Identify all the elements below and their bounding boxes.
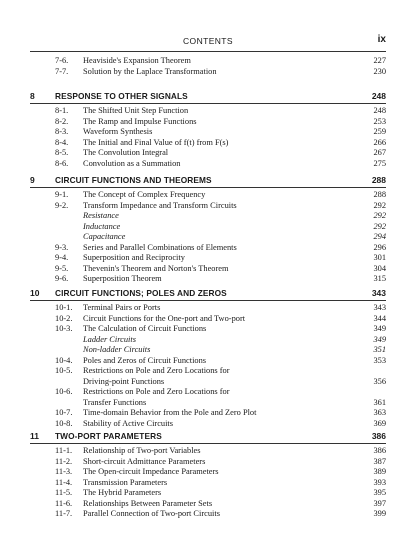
toc-entry — [30, 303, 386, 314]
chapter-11 — [30, 431, 386, 520]
section-number: 8-2. — [55, 116, 69, 126]
continued-entries — [30, 56, 386, 77]
toc-entry — [30, 478, 386, 489]
section-number: 11-7. — [55, 509, 73, 518]
section-number: 9-2. — [55, 200, 69, 210]
section-title: Transfer Functions — [83, 397, 147, 407]
section-page: 389 — [373, 467, 386, 476]
section-number: 10-6. — [55, 387, 73, 396]
chapter-heading — [30, 91, 386, 105]
section-number: 10-3. — [55, 324, 73, 333]
section-number: 10-8. — [55, 418, 73, 428]
section-page: 395 — [373, 488, 386, 497]
section-page: 397 — [373, 498, 386, 508]
section-page: 301 — [373, 253, 386, 262]
toc-entry — [30, 117, 386, 128]
section-title: Poles and Zeros of Circuit Functions — [83, 355, 207, 365]
toc-entry — [30, 499, 386, 510]
section-page: 292 — [373, 221, 386, 231]
chapter-page: 386 — [371, 431, 386, 441]
toc-entry — [30, 264, 386, 275]
chapter-9 — [30, 175, 386, 285]
chapter-number: 11 — [30, 431, 39, 441]
section-number: 8-1. — [55, 106, 69, 115]
section-page: 386 — [373, 446, 386, 455]
toc-entry — [30, 467, 386, 478]
chapter-title: CIRCUIT FUNCTIONS AND THEOREMS — [55, 175, 212, 185]
toc-entry — [30, 446, 386, 457]
toc-entry — [30, 253, 386, 264]
section-page: 259 — [373, 127, 386, 136]
section-title: Waveform Synthesis — [83, 127, 153, 136]
toc-entry — [30, 398, 386, 409]
section-number: 9-6. — [55, 274, 69, 283]
section-title: Parallel Connection of Two-port Circuits — [83, 509, 220, 518]
section-page: 248 — [373, 106, 386, 115]
toc-entry — [30, 356, 386, 367]
chapter-heading — [30, 288, 386, 302]
chapter-rule — [30, 103, 386, 104]
running-header — [30, 34, 386, 50]
section-page: 361 — [373, 397, 386, 407]
section-title: The Hybrid Parameters — [83, 488, 162, 497]
section-title: Short-circuit Admittance Parameters — [83, 456, 206, 466]
chapter-heading — [30, 175, 386, 189]
section-title: Inductance — [83, 221, 121, 231]
section-number: 7-6. — [55, 56, 69, 65]
section-page: 267 — [373, 148, 386, 157]
section-page: 344 — [373, 313, 386, 323]
section-title: Terminal Pairs or Ports — [83, 303, 161, 312]
section-title: Thevenin's Theorem and Norton's Theorem — [83, 263, 229, 273]
section-page: 351 — [373, 345, 386, 354]
section-number: 11-1. — [55, 446, 73, 455]
chapter-heading — [30, 431, 386, 445]
section-title: The Initial and Final Value of f(t) from F(s) — [83, 137, 229, 147]
chapter-rule — [30, 300, 386, 301]
section-number: 8-3. — [55, 127, 69, 136]
section-page: 253 — [373, 116, 386, 126]
running-header-title: CONTENTS — [183, 36, 233, 46]
toc-entry — [30, 159, 386, 170]
chapter-10 — [30, 288, 386, 429]
toc-entry — [30, 509, 386, 520]
section-title: Driving-point Functions — [83, 376, 165, 386]
section-page: 296 — [373, 242, 386, 252]
section-title: Superposition Theorem — [83, 274, 162, 283]
section-page: 292 — [373, 211, 386, 220]
section-title: Resistance — [83, 211, 119, 220]
section-title: Non-ladder Circuits — [83, 345, 151, 354]
section-number: 11-5. — [55, 488, 73, 497]
section-number: 9-4. — [55, 253, 69, 262]
section-number: 9-3. — [55, 242, 69, 252]
section-title: Solution by the Laplace Transformation — [83, 66, 217, 76]
section-number: 10-2. — [55, 313, 73, 323]
section-title: The Shifted Unit Step Function — [83, 106, 189, 115]
section-number: 8-6. — [55, 158, 69, 168]
toc-entry — [30, 67, 386, 78]
section-title: Restrictions on Pole and Zero Locations for — [83, 366, 230, 375]
header-rule — [30, 51, 386, 52]
section-page: 266 — [373, 137, 386, 147]
section-number: 11-6. — [55, 498, 73, 508]
chapter-title: RESPONSE TO OTHER SIGNALS — [55, 91, 188, 101]
section-page: 288 — [373, 190, 386, 199]
section-title: Capacitance — [83, 232, 126, 241]
section-title: Series and Parallel Combinations of Elements — [83, 242, 237, 252]
toc-entry — [30, 56, 386, 67]
section-title: Transmission Parameters — [83, 477, 168, 487]
section-number: 8-5. — [55, 148, 69, 157]
section-title: The Ramp and Impulse Functions — [83, 116, 197, 126]
section-title: The Calculation of Circuit Functions — [83, 324, 207, 333]
section-page: 304 — [373, 263, 386, 273]
section-page: 399 — [373, 509, 386, 518]
chapter-title: CIRCUIT FUNCTIONS; POLES AND ZEROS — [55, 288, 227, 298]
section-page: 369 — [373, 418, 386, 428]
section-title: Heaviside's Expansion Theorem — [83, 56, 191, 65]
toc-entry — [30, 488, 386, 499]
section-title: Time-domain Behavior from the Pole and Zero Plot — [83, 408, 257, 417]
toc-entry — [30, 106, 386, 117]
toc-entry — [30, 148, 386, 159]
section-page: 227 — [373, 56, 386, 65]
section-page: 356 — [373, 376, 386, 386]
chapter-title: TWO-PORT PARAMETERS — [55, 431, 162, 441]
section-page: 294 — [373, 232, 386, 241]
chapter-rule — [30, 443, 386, 444]
section-page: 343 — [373, 303, 386, 312]
section-page: 387 — [373, 456, 386, 466]
toc-subentry — [30, 345, 386, 356]
toc-entry — [30, 366, 386, 377]
toc-entry — [30, 274, 386, 285]
chapter-number: 8 — [30, 91, 35, 101]
section-page: 393 — [373, 477, 386, 487]
section-page: 353 — [373, 355, 386, 365]
section-number: 8-4. — [55, 137, 69, 147]
section-title: The Concept of Complex Frequency — [83, 190, 206, 199]
toc-entry — [30, 324, 386, 335]
toc-subentry — [30, 335, 386, 346]
toc-entry — [30, 314, 386, 325]
section-title: Stability of Active Circuits — [83, 418, 174, 428]
chapter-page: 288 — [371, 175, 386, 185]
section-page: 292 — [373, 200, 386, 210]
toc-subentry — [30, 222, 386, 233]
chapter-rule — [30, 187, 386, 188]
section-page: 230 — [373, 66, 386, 76]
toc-entry — [30, 408, 386, 419]
toc-subentry — [30, 232, 386, 243]
chapter-page: 343 — [371, 288, 386, 298]
toc-entry — [30, 201, 386, 212]
section-number: 11-3. — [55, 467, 73, 476]
toc-entry — [30, 190, 386, 201]
section-number: 9-5. — [55, 263, 69, 273]
page-number: ix — [377, 34, 386, 45]
section-title: Relationship of Two-port Variables — [83, 446, 201, 455]
section-number: 11-4. — [55, 477, 73, 487]
section-title: The Convolution Integral — [83, 148, 169, 157]
section-page: 315 — [373, 274, 386, 283]
section-number: 10-4. — [55, 355, 73, 365]
chapter-page: 248 — [371, 91, 386, 101]
section-title: The Open-circuit Impedance Parameters — [83, 467, 219, 476]
section-page: 275 — [373, 158, 386, 168]
toc-subentry — [30, 211, 386, 222]
section-title: Transform Impedance and Transform Circuits — [83, 200, 237, 210]
section-number: 10-5. — [55, 366, 73, 375]
chapter-number: 9 — [30, 175, 35, 185]
toc-entry — [30, 419, 386, 430]
section-title: Relationships Between Parameter Sets — [83, 498, 213, 508]
section-title: Restrictions on Pole and Zero Locations for — [83, 387, 230, 396]
section-number: 7-7. — [55, 66, 69, 76]
toc-entry — [30, 127, 386, 138]
section-title: Circuit Functions for the One-port and Two-port — [83, 313, 246, 323]
section-number: 9-1. — [55, 190, 69, 199]
toc-entry — [30, 377, 386, 388]
toc-entry — [30, 138, 386, 149]
toc-entry — [30, 243, 386, 254]
chapter-8 — [30, 91, 386, 169]
section-page: 363 — [373, 408, 386, 417]
section-page: 349 — [373, 334, 386, 344]
section-number: 10-1. — [55, 303, 73, 312]
toc-entry — [30, 387, 386, 398]
section-title: Convolution as a Summation — [83, 158, 181, 168]
section-title: Superposition and Reciprocity — [83, 253, 185, 262]
chapter-number: 10 — [30, 288, 40, 298]
section-title: Ladder Circuits — [83, 334, 136, 344]
section-number: 11-2. — [55, 456, 73, 466]
toc-entry — [30, 457, 386, 468]
section-page: 349 — [373, 324, 386, 333]
section-number: 10-7. — [55, 408, 73, 417]
